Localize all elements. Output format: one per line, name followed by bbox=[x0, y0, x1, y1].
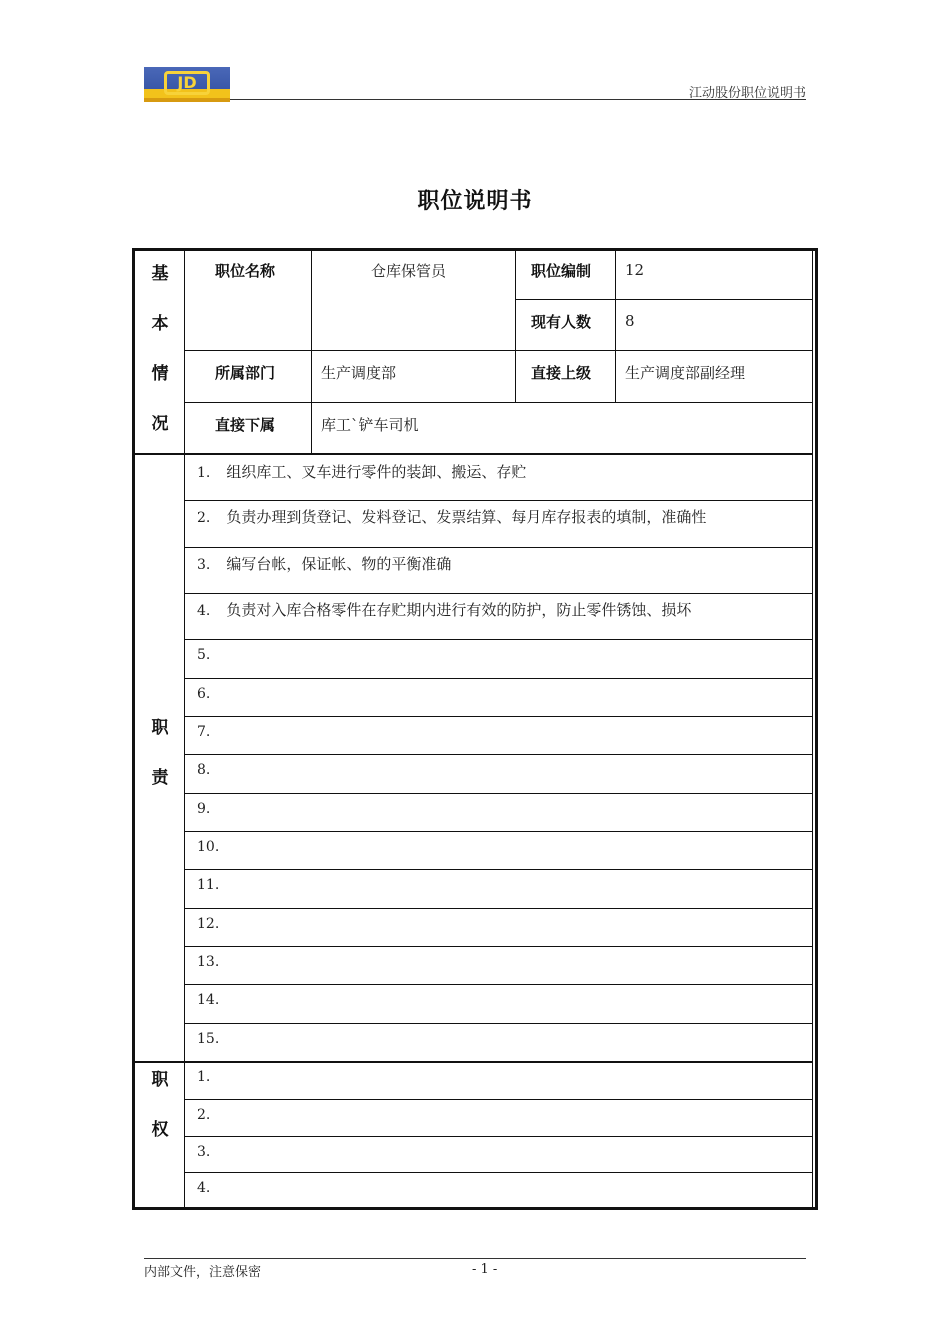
footer-rule bbox=[144, 1258, 806, 1259]
quota-value: 12 bbox=[625, 261, 645, 279]
duty-row-number: 7. bbox=[197, 724, 211, 740]
quota-label: 职位编制 bbox=[531, 262, 592, 280]
authority-row-number: 1. bbox=[197, 1069, 211, 1085]
duty-row bbox=[197, 952, 235, 970]
section-basic-info: 基 本 情 况 bbox=[151, 264, 169, 434]
position-name-value: 仓库保管员 bbox=[371, 262, 447, 280]
authority-row-number: 3. bbox=[197, 1144, 211, 1160]
authority-row-number: 2. bbox=[197, 1107, 211, 1123]
duty-row bbox=[197, 1029, 235, 1047]
duty-row-text: 组织库工、叉车进行零件的装卸、搬运、存贮 bbox=[226, 463, 527, 481]
authority-row-number: 4. bbox=[197, 1180, 211, 1196]
footer-page-number: - 1 - bbox=[472, 1262, 498, 1277]
headcount-label: 现有人数 bbox=[531, 313, 592, 331]
duty-row-number: 8. bbox=[197, 762, 211, 778]
header-title: 江动股份职位说明书 bbox=[688, 86, 806, 101]
duty-row bbox=[197, 684, 226, 702]
company-logo bbox=[144, 67, 230, 102]
duty-row bbox=[197, 722, 226, 740]
duty-row-number: 13. bbox=[197, 954, 220, 970]
duty-row bbox=[197, 990, 235, 1008]
duty-row-text: 负责办理到货登记、发料登记、发票结算、每月库存报表的填制，准确性 bbox=[226, 508, 707, 526]
duty-row-number: 14. bbox=[197, 992, 220, 1008]
footer-confidential: 内部文件，注意保密 bbox=[144, 1265, 262, 1280]
section-authority: 职 权 bbox=[151, 1070, 169, 1140]
duty-row bbox=[197, 837, 235, 855]
duty-row bbox=[197, 760, 226, 778]
duty-row-number: 5. bbox=[197, 647, 211, 663]
page-title: 职位说明书 bbox=[417, 189, 533, 214]
duty-row-number: 12. bbox=[197, 916, 220, 932]
duty-row-number: 1. bbox=[197, 465, 211, 481]
duty-row-number: 6. bbox=[197, 686, 211, 702]
duty-row-number: 2. bbox=[197, 510, 211, 526]
department-label: 所属部门 bbox=[215, 364, 276, 382]
job-description-table bbox=[132, 248, 818, 1210]
duty-row bbox=[197, 599, 691, 620]
logo-mark: JD bbox=[164, 71, 210, 95]
header-rule bbox=[230, 99, 806, 100]
duty-row-number: 10. bbox=[197, 839, 220, 855]
duty-row bbox=[197, 506, 706, 527]
authority-row bbox=[197, 1105, 226, 1123]
duty-row bbox=[197, 799, 226, 817]
section-duties: 职 责 bbox=[151, 718, 169, 788]
authority-row bbox=[197, 1142, 226, 1160]
duty-row-number: 4. bbox=[197, 603, 211, 619]
department-value: 生产调度部 bbox=[321, 364, 397, 382]
authority-row bbox=[197, 1178, 226, 1196]
duty-row-number: 3. bbox=[197, 557, 211, 573]
superior-value: 生产调度部副经理 bbox=[625, 364, 746, 382]
subordinate-value: 库工`铲车司机 bbox=[321, 416, 419, 434]
position-name-label: 职位名称 bbox=[215, 262, 276, 280]
subordinate-label: 直接下属 bbox=[215, 416, 276, 434]
duty-row-number: 15. bbox=[197, 1031, 220, 1047]
authority-row bbox=[197, 1067, 226, 1085]
duty-row bbox=[197, 875, 235, 893]
duty-row bbox=[197, 914, 235, 932]
duty-row-number: 11. bbox=[197, 877, 220, 893]
duty-row bbox=[197, 553, 451, 574]
duty-row-text: 负责对入库合格零件在存贮期内进行有效的防护，防止零件锈蚀、损坏 bbox=[226, 601, 692, 619]
duty-row-text: 编写台帐，保证帐、物的平衡准确 bbox=[226, 555, 452, 573]
headcount-value: 8 bbox=[625, 312, 635, 330]
duty-row-number: 9. bbox=[197, 801, 211, 817]
duty-row bbox=[197, 645, 226, 663]
duty-row bbox=[197, 461, 526, 482]
superior-label: 直接上级 bbox=[531, 364, 592, 382]
